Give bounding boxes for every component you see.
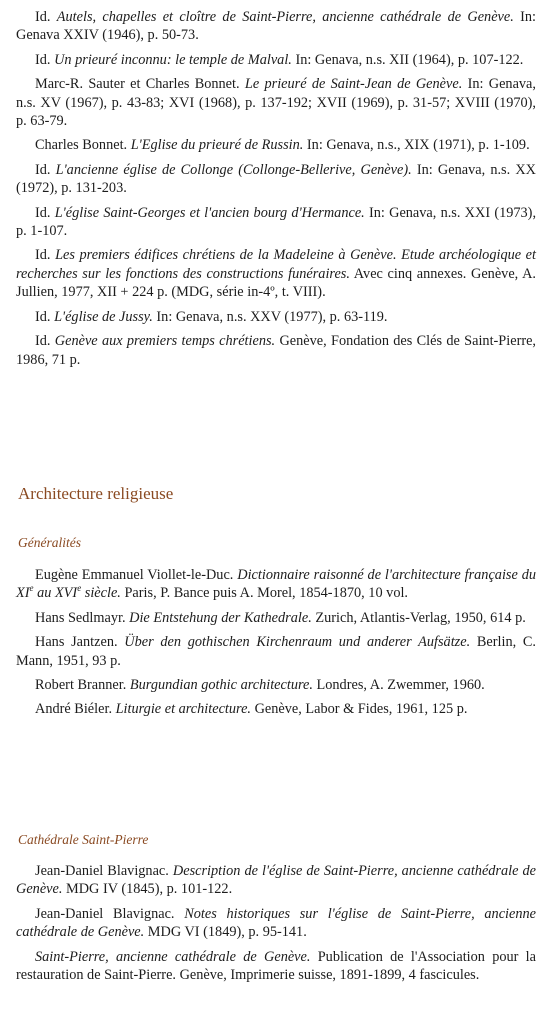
bibliography-entry: André Biéler. Liturgie et architecture. Genève, Labor & Fides, 1961, 125 p.: [35, 701, 468, 718]
bibliography-entry: Id. Genève aux premiers temps chrétiens. Genève, Fondation des Clés de Saint-Pierre, 1986, 71 p.: [16, 333, 537, 368]
entry-list-cathedrale: [0, 862, 552, 990]
bibliography-entry: Id. L'ancienne église de Collonge (Collonge-Bellerive, Genève). In: Genava, n.s. XX (1972), p. 131-203.: [16, 161, 536, 197]
bibliography-entry: Charles Bonnet. L'Eglise du prieuré de Russin. In: Genava, n.s., XIX (1971), p. 1-109.: [35, 137, 530, 154]
section-heading: Architecture religieuse: [18, 484, 174, 503]
bibliography-entry: Id. Un prieuré inconnu: le temple de Malval. In: Genava, n.s. XII (1964), p. 107-122.: [35, 51, 524, 68]
subsection-heading-cathedrale: Cathédrale Saint-Pierre: [18, 832, 149, 847]
bibliography-entry: Id. Les premiers édifices chrétiens de la Madeleine à Genève. Etude archéologique et recherches sur les fonctions des constructions funéraires. Avec cinq annexes. Genève, A. Jullien, 1977, XII + 224 p. (MDG, série in-4º, t. VIII).: [16, 247, 537, 301]
entry-list-monographs: [0, 8, 552, 375]
bibliography-entry: Hans Sedlmayr. Die Entstehung der Kathedrale. Zurich, Atlantis-Verlag, 1950, 614 p.: [35, 609, 526, 626]
bibliography-entry: Id. Autels, chapelles et cloître de Saint-Pierre, ancienne cathédrale de Genève. In: Genava XXIV (1946), p. 50-73.: [16, 9, 537, 44]
bibliography-entry: Eugène Emmanuel Viollet-le-Duc. Dictionnaire raisonné de l'architecture française du XIe au XVIe siècle. Paris, P. Bance puis A. Morel, 1854-1870, 10 vol.: [16, 567, 536, 602]
bibliography-entry: Jean-Daniel Blavignac. Description de l'église de Saint-Pierre, ancienne cathédrale de Genève. MDG IV (1845), p. 101-122.: [16, 863, 536, 898]
subsection-heading-generalites: Généralités: [18, 535, 81, 550]
bibliography-entry: Marc-R. Sauter et Charles Bonnet. Le prieuré de Saint-Jean de Genève. In: Genava, n.s. XV (1967), p. 43-83; XVI (1968), p. 137-192; XVII (1969), p. 31-57; XVIII (1970), p. 63-79.: [16, 76, 536, 130]
bibliography-entry: Robert Branner. Burgundian gothic architecture. Londres, A. Zwemmer, 1960.: [35, 677, 485, 694]
entry-list-generalites: [0, 566, 552, 725]
bibliography-entry: Id. L'église de Jussy. In: Genava, n.s. XXV (1977), p. 63-119.: [35, 308, 388, 325]
bibliography-entry: Jean-Daniel Blavignac. Notes historiques sur l'église de Saint-Pierre, ancienne cathédrale de Genève. MDG VI (1849), p. 95-141.: [16, 905, 536, 941]
bibliography-entry: Id. L'église Saint-Georges et l'ancien bourg d'Hermance. In: Genava, n.s. XXI (1973), p. 1-107.: [16, 204, 537, 240]
bibliography-entry: Saint-Pierre, ancienne cathédrale de Genève. Publication de l'Association pour la restauration de Saint-Pierre. Genève, Imprimerie suisse, 1891-1899, 4 fascicules.: [16, 948, 536, 984]
bibliography-entry: Hans Jantzen. Über den gothischen Kirchenraum und anderer Aufsätze. Berlin, C. Mann, 1951, 93 p.: [16, 634, 537, 669]
entry-title: Dictionnaire raisonné de l'architecture française du XIe au XVIe siècle.: [16, 567, 536, 602]
